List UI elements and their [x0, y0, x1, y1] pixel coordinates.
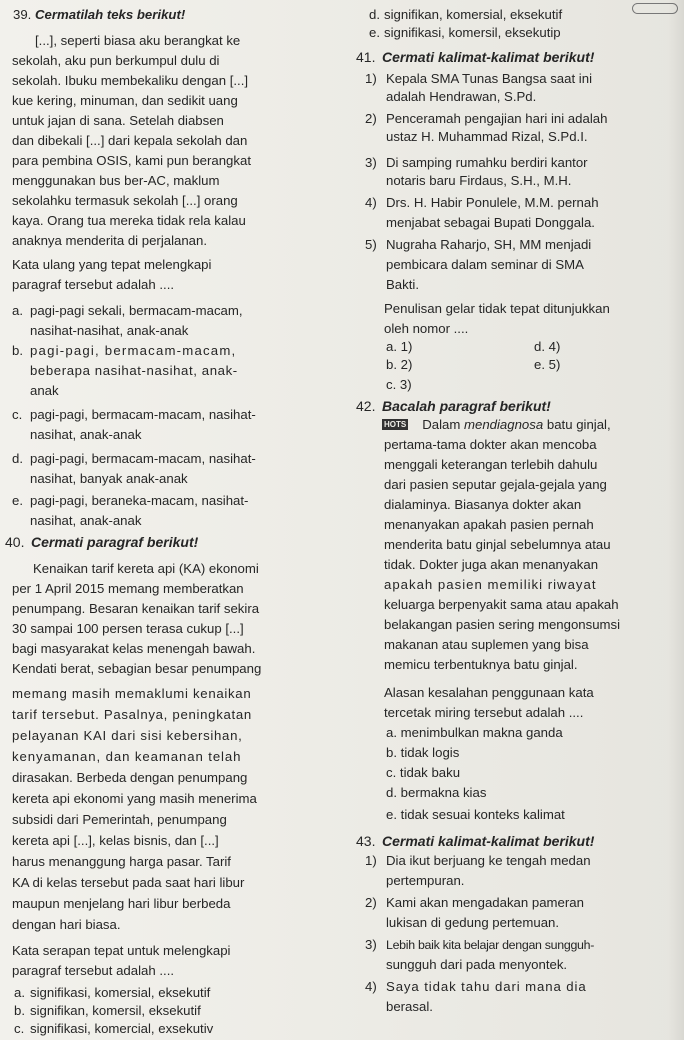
item-number: 4) — [365, 195, 377, 210]
passage-line: memicu terbentuknya batu ginjal. — [384, 657, 578, 672]
item-line: pertempuran. — [386, 873, 465, 888]
passage-line: Kenaikan tarif kereta api (KA) ekonomi — [33, 561, 259, 576]
item-line: Saya tidak tahu dari mana dia — [386, 979, 587, 994]
option-b-line[interactable]: anak — [30, 383, 59, 398]
option-e-line[interactable]: pagi-pagi, beraneka-macam, nasihat- — [30, 493, 249, 508]
passage-line: makanan atau suplemen yang bisa — [384, 637, 589, 652]
passage-line: untuk jajan di sana. Setelah diabsen — [12, 113, 224, 128]
option-a[interactable]: signifikasi, komersial, eksekutif — [30, 985, 211, 1000]
option-e-line[interactable]: nasihat, anak-anak — [30, 513, 142, 528]
item-line: lukisan di gedung pertemuan. — [386, 915, 560, 930]
passage-line: menderita batu ginjal sebelumnya atau — [384, 537, 611, 552]
question-stem: Kata ulang yang tepat melengkapi — [12, 257, 212, 272]
item-line: Di samping rumahku berdiri kantor — [386, 155, 588, 170]
option-letter: e. — [369, 25, 380, 40]
passage-line: bagi masyarakat kelas menengah bawah. — [12, 641, 256, 656]
option-letter: d. — [369, 7, 380, 22]
option-letter: e. — [12, 493, 23, 508]
passage-line: maupun menjelang hari libur berbeda — [12, 896, 231, 911]
item-line: berasal. — [386, 999, 433, 1014]
passage-line: dari pasien seputar gejala-gejala yang — [384, 477, 607, 492]
passage-line: sekolah. Ibuku membekaliku dengan [...] — [12, 73, 249, 88]
question-prompt: Cermatilah teks berikut! — [35, 7, 186, 22]
passage-line: pertama-tama dokter akan mencoba — [384, 437, 597, 452]
option-e[interactable]: signifikasi, komersil, eksekutip — [384, 25, 561, 40]
option-c[interactable]: c. 3) — [386, 377, 412, 392]
question-prompt: Cermati kalimat-kalimat berikut! — [382, 49, 595, 65]
passage-line: memang masih memaklumi kenaikan — [12, 686, 252, 701]
passage-line: belakangan pasien sering mengonsumsi — [384, 617, 621, 632]
option-letter: d. — [12, 451, 23, 466]
passage-line: menanyakan apakah pasien pernah — [384, 517, 594, 532]
option-letter: a. — [14, 985, 25, 1000]
passage-line: per 1 April 2015 memang memberatkan — [12, 581, 244, 596]
question-prompt: Cermati kalimat-kalimat berikut! — [382, 833, 595, 849]
item-number: 3) — [365, 155, 377, 170]
item-line: Drs. H. Habir Ponulele, M.M. pernah — [386, 195, 599, 210]
question-prompt: Bacalah paragraf berikut! — [382, 398, 551, 414]
passage-line: kenyamanan, dan keamanan telah — [12, 749, 242, 764]
item-line: Penceramah pengajian hari ini adalah — [386, 111, 608, 126]
question-number: 42. — [356, 398, 376, 414]
option-e[interactable]: e. 5) — [534, 357, 561, 372]
passage-line: penumpang. Besaran kenaikan tarif sekira — [12, 601, 260, 616]
question-prompt: Cermati paragraf berikut! — [31, 534, 199, 550]
question-number: 41. — [356, 49, 376, 65]
option-a[interactable]: a. 1) — [386, 339, 413, 354]
passage-line: kereta api [...], kelas bisnis, dan [...] — [12, 833, 219, 848]
passage-line: keluarga berpenyakit sama atau apakah — [384, 597, 619, 612]
option-b[interactable]: signifikan, komersil, eksekutif — [30, 1003, 201, 1018]
item-line: pembicara dalam seminar di SMA — [386, 257, 584, 272]
question-number: 40. — [5, 534, 25, 550]
item-line: Lebih baik kita belajar dengan sungguh- — [386, 938, 595, 952]
passage-line: dirasakan. Berbeda dengan penumpang — [12, 770, 248, 785]
question-number: 39. — [13, 7, 32, 22]
option-letter: c. — [14, 1021, 25, 1036]
passage-line: subsidi dari Pemerintah, penumpang — [12, 812, 227, 827]
question-stem: paragraf tersebut adalah .... — [12, 277, 175, 292]
item-number: 2) — [365, 111, 377, 126]
item-number: 3) — [365, 937, 377, 952]
page-spine-shadow — [668, 0, 684, 1040]
passage-line: kaya. Orang tua mereka tidak rela kalau — [12, 213, 246, 228]
passage-line: KA di kelas tersebut pada saat hari libur — [12, 875, 245, 890]
option-d-line[interactable]: nasihat, banyak anak-anak — [30, 471, 188, 486]
option-d[interactable]: signifikan, komersial, eksekutif — [384, 7, 563, 22]
option-c[interactable]: c. tidak baku — [386, 765, 461, 780]
option-c[interactable]: signifikasi, komercial, exsekutiv — [30, 1021, 214, 1036]
option-a-line[interactable]: pagi-pagi sekali, bermacam-macam, — [30, 303, 243, 318]
item-line: sungguh dari pada menyontek. — [386, 957, 568, 972]
passage-line: dan dibekali [...] dari kepala sekolah dan — [12, 133, 248, 148]
italic-word: mendiagnosa — [464, 417, 544, 432]
passage-line: menggunakan bus ber-AC, maklum — [12, 173, 220, 188]
question-number: 43. — [356, 833, 376, 849]
option-a-line[interactable]: nasihat-nasihat, anak-anak — [30, 323, 189, 338]
item-number: 1) — [365, 853, 377, 868]
passage-line: [...], seperti biasa aku berangkat ke — [35, 33, 241, 48]
question-stem: Penulisan gelar tidak tepat ditunjukkan — [384, 301, 610, 316]
option-e[interactable]: e. tidak sesuai konteks kalimat — [386, 807, 565, 822]
item-number: 1) — [365, 71, 377, 86]
item-line: Nugraha Raharjo, SH, MM menjadi — [386, 237, 592, 252]
item-line: menjabat sebagai Bupati Donggala. — [386, 215, 595, 230]
option-b[interactable]: b. tidak logis — [386, 745, 460, 760]
passage-line: pelayanan KAI dari sisi kebersihan, — [12, 728, 243, 743]
question-stem: paragraf tersebut adalah .... — [12, 963, 175, 978]
item-line: Bakti. — [386, 277, 419, 292]
option-b-line[interactable]: pagi-pagi, bermacam-macam, — [30, 343, 237, 358]
item-line: Kami akan mengadakan pameran — [386, 895, 584, 910]
passage-line: Kendati berat, sebagian besar penumpang — [12, 661, 262, 676]
option-letter: b. — [12, 343, 23, 358]
item-line: notaris baru Firdaus, S.H., M.H. — [386, 173, 572, 188]
passage-line: tidak. Dokter juga akan menanyakan — [384, 557, 599, 572]
passage-line: dengan hari biasa. — [12, 917, 121, 932]
option-c-line[interactable]: nasihat, anak-anak — [30, 427, 142, 442]
item-line: adalah Hendrawan, S.Pd. — [386, 89, 537, 104]
option-b-line[interactable]: beberapa nasihat-nasihat, anak- — [30, 363, 238, 378]
passage-line: sekolah, aku pun berkumpul dulu di — [12, 53, 220, 68]
passage-line: menggali keterangan terlebih dahulu — [384, 457, 598, 472]
option-d[interactable]: d. bermakna kias — [386, 785, 487, 800]
passage-first-line: HOTS Dalam mendiagnosa batu ginjal, — [384, 417, 611, 432]
question-stem: Alasan kesalahan penggunaan kata — [384, 685, 594, 700]
option-d[interactable]: d. 4) — [534, 339, 561, 354]
question-stem: Kata serapan tepat untuk melengkapi — [12, 943, 231, 958]
option-letter: a. — [12, 303, 23, 318]
option-d-line[interactable]: pagi-pagi, bermacam-macam, nasihat- — [30, 451, 256, 466]
passage-line: para pembina OSIS, kami pun berangkat — [12, 153, 251, 168]
passage-line: sekolahku termasuk sekolah [...] orang — [12, 193, 238, 208]
item-line: Kepala SMA Tunas Bangsa saat ini — [386, 71, 593, 86]
option-c-line[interactable]: pagi-pagi, bermacam-macam, nasihat- — [30, 407, 256, 422]
option-a[interactable]: a. menimbulkan makna ganda — [386, 725, 563, 740]
question-stem: oleh nomor .... — [384, 321, 469, 336]
passage-line: kereta api ekonomi yang masih menerima — [12, 791, 257, 806]
passage-line: dialaminya. Biasanya dokter akan — [384, 497, 582, 512]
option-letter: b. — [14, 1003, 25, 1018]
item-number: 2) — [365, 895, 377, 910]
option-letter: c. — [12, 407, 23, 422]
passage-line: apakah pasien memiliki riwayat — [384, 577, 597, 592]
item-number: 5) — [365, 237, 377, 252]
passage-line: 30 sampai 100 persen terasa cukup [...] — [12, 621, 244, 636]
item-line: ustaz H. Muhammad Rizal, S.Pd.I. — [386, 129, 588, 144]
hots-badge: HOTS — [384, 420, 407, 429]
passage-line: kue kering, minuman, dan sedikit uang — [12, 93, 238, 108]
passage-line: anaknya menderita di perjalanan. — [12, 233, 208, 248]
question-stem: tercetak miring tersebut adalah .... — [384, 705, 584, 720]
item-line: Dia ikut berjuang ke tengah medan — [386, 853, 591, 868]
passage-line: tarif tersebut. Pasalnya, peningkatan — [12, 707, 252, 722]
option-b[interactable]: b. 2) — [386, 357, 413, 372]
item-number: 4) — [365, 979, 377, 994]
passage-line: harus menanggung harga pasar. Tarif — [12, 854, 231, 869]
